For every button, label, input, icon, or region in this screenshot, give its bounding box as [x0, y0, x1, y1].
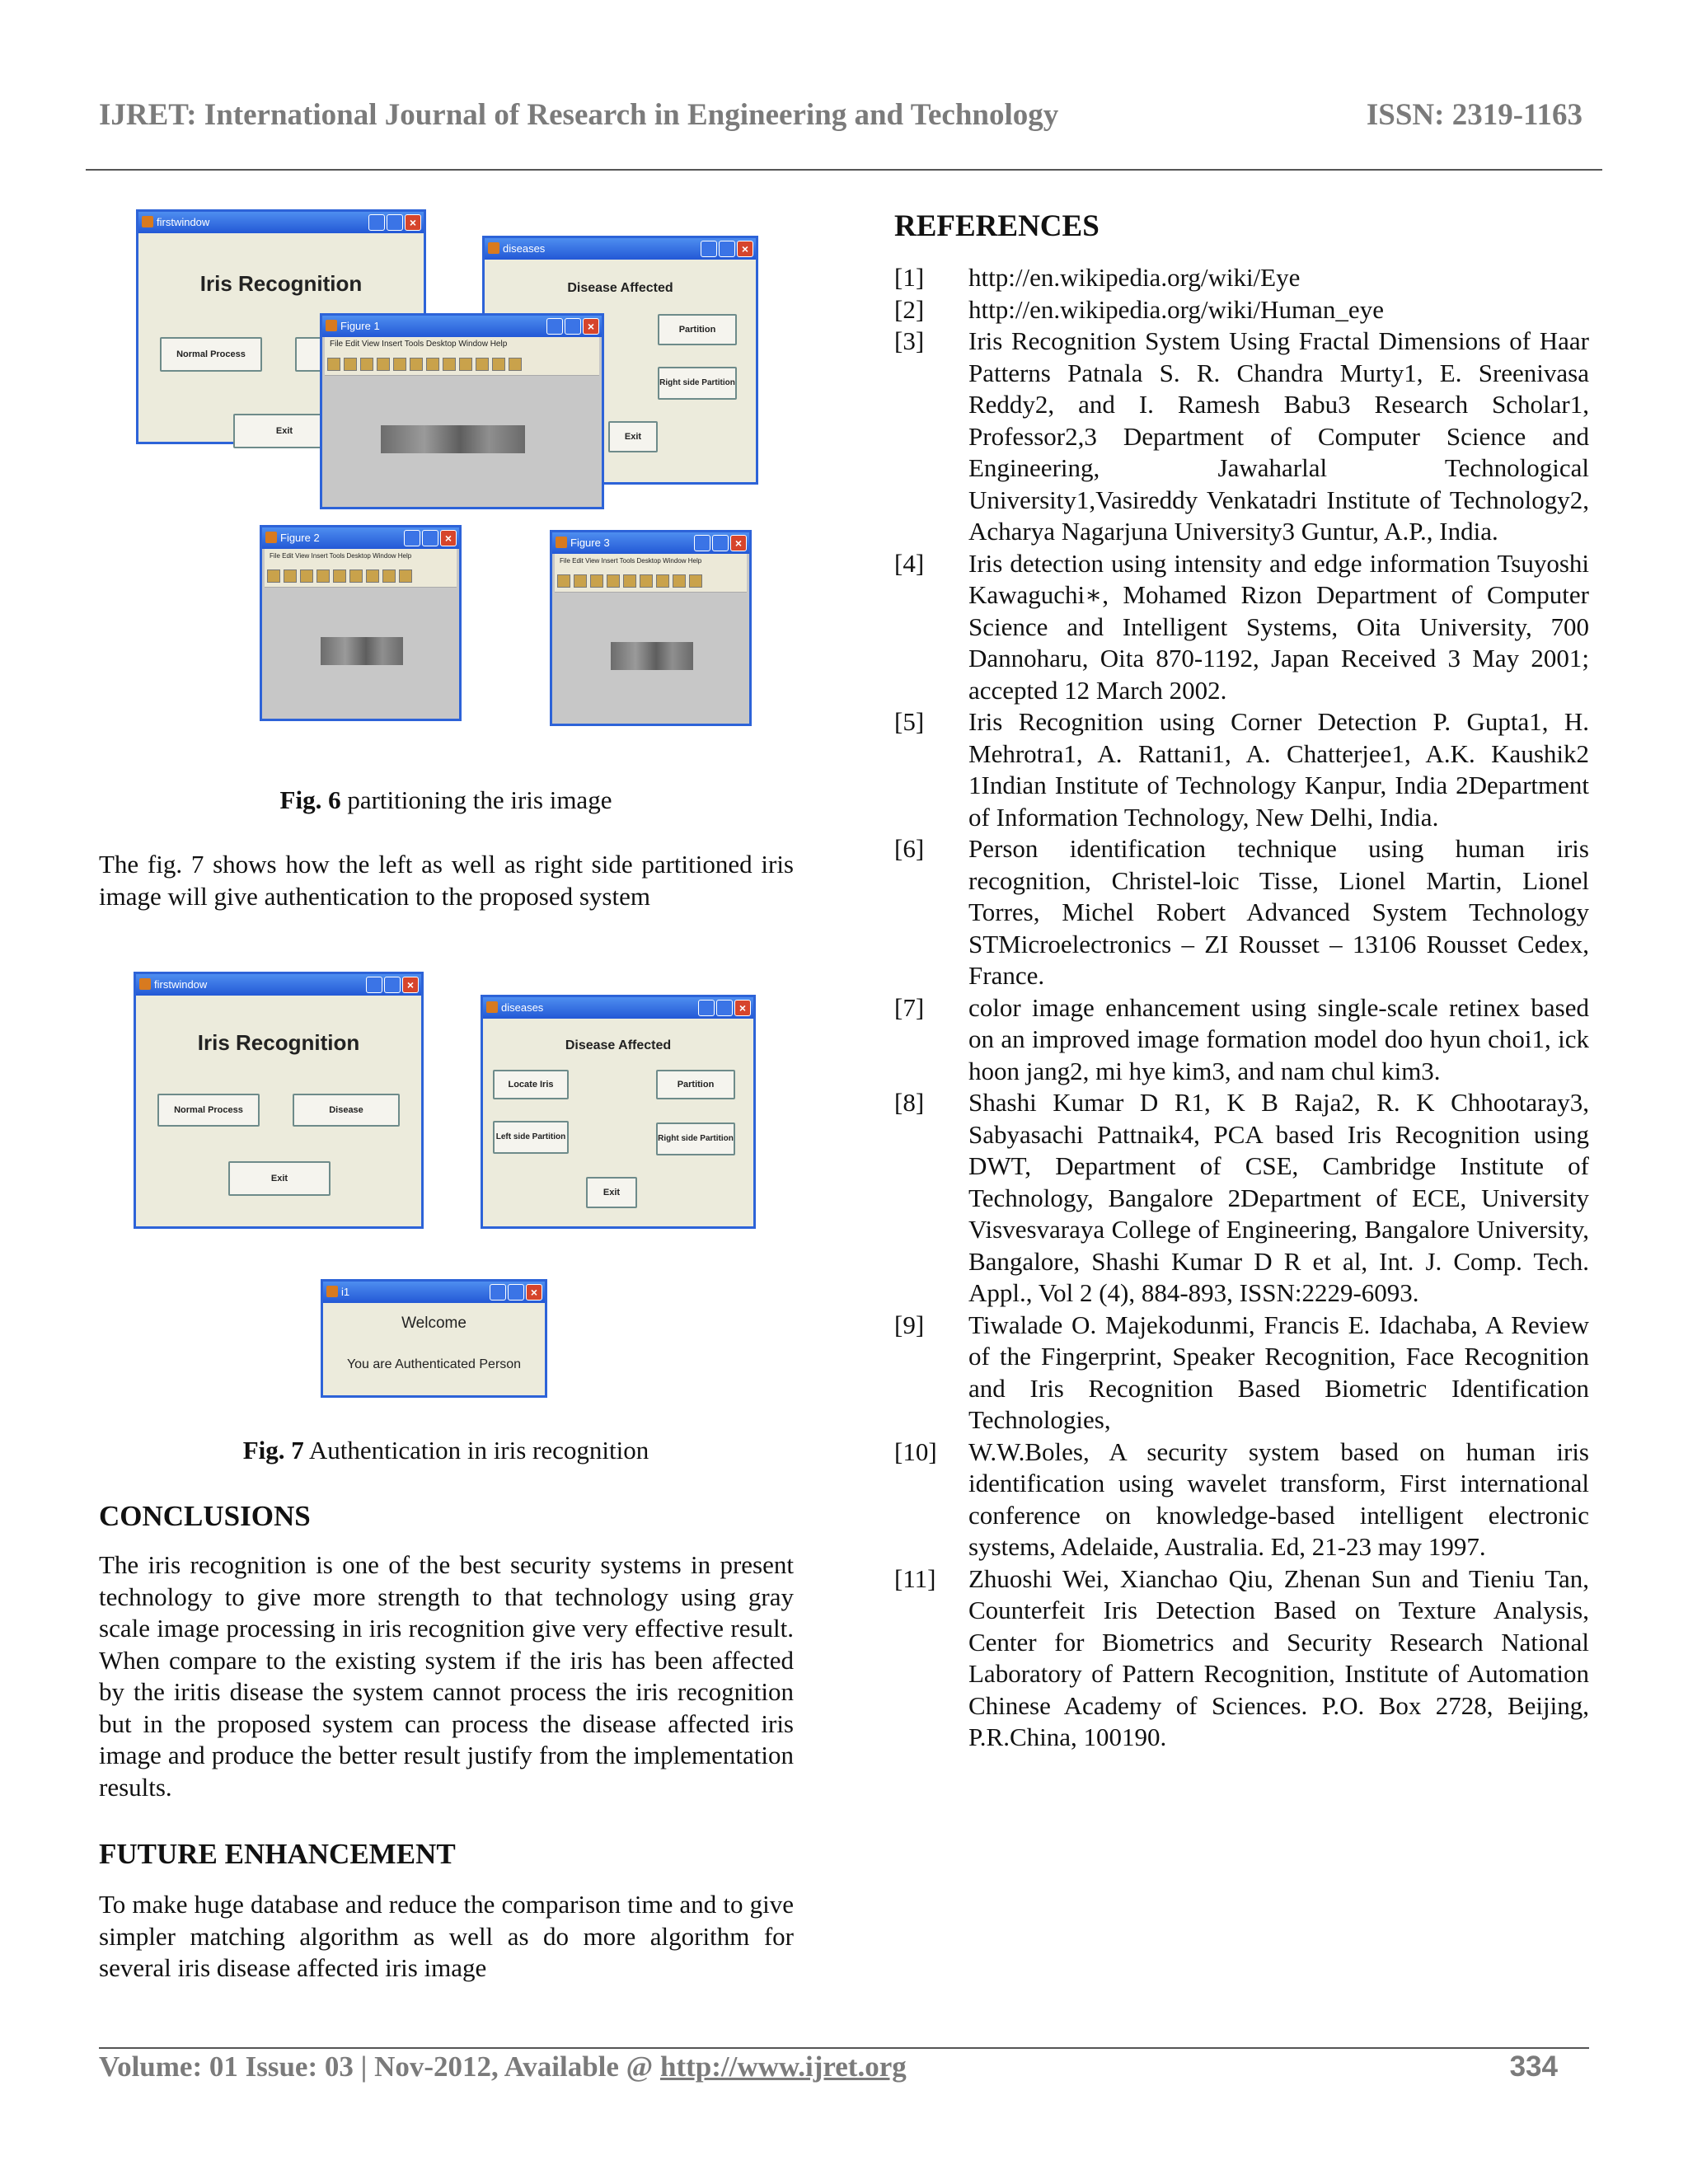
close-icon[interactable]: × — [737, 241, 753, 257]
matlab-icon — [139, 978, 151, 990]
journal-link[interactable]: http://www.ijret.org — [659, 2050, 907, 2083]
window-titlebar: Figure 2 × — [262, 527, 459, 549]
maximize-icon[interactable] — [716, 1000, 733, 1016]
iris-left-partition-image — [321, 637, 403, 665]
figure-toolbar[interactable] — [555, 569, 747, 593]
menu-bar[interactable]: File Edit View Insert Tools Desktop Window Help — [325, 337, 599, 352]
conclusions-text: The iris recognition is one of the best security systems in present technology to give more strength to that technology using gray scale image processing in iris recognition give very effective result. When compare to the existing system if the iris has been affected by the iritis disease the system cannot process the iris recognition but in the proposed system can process the disease affected iris image and produce the better result justify from the implementation results. — [99, 1550, 794, 1802]
reference-item: [7] color image enhancement using single-scale retinex based on an improved image formation model doo hyun choi1, ick hoon jang2, mi hye kim3, and nam chul kim3. — [894, 992, 1589, 1085]
fig7-authentication-window — [321, 1279, 547, 1398]
maximize-icon[interactable] — [719, 241, 735, 257]
exit-button[interactable]: Exit — [228, 1161, 331, 1196]
fig6-figure3-window — [550, 530, 752, 726]
close-icon[interactable]: × — [402, 977, 419, 993]
reference-item: [6] Person identification technique using human iris recognition, Christel-loic Tisse, Lionel Martin, Lionel Torres, Michel Robert Advanced System Technology STMicroelectronics – ZI Rousset – 13106 Rousset Cedex, France. — [894, 834, 1589, 990]
iris-recognition-title: Iris Recognition — [199, 271, 363, 296]
close-icon[interactable]: × — [526, 1284, 542, 1301]
conclusions-heading: CONCLUSIONS — [99, 1500, 311, 1532]
figure-toolbar[interactable] — [325, 352, 599, 376]
close-icon[interactable]: × — [405, 214, 421, 231]
iris-partition-image — [381, 425, 525, 453]
menu-bar[interactable]: File Edit View Insert Tools Desktop Window Help — [265, 549, 457, 564]
figure-toolbar[interactable] — [265, 564, 457, 588]
close-icon[interactable]: × — [730, 535, 747, 551]
header-rule — [86, 169, 1602, 171]
minimize-icon[interactable] — [368, 214, 385, 231]
minimize-icon[interactable] — [701, 241, 717, 257]
iris-right-partition-image — [611, 642, 693, 670]
maximize-icon[interactable] — [387, 214, 403, 231]
minimize-icon[interactable] — [404, 530, 420, 546]
reference-item: [10] W.W.Boles, A security system based on human iris identification using wavelet transform, First international conference on knowledge-based intelligent electronic systems, Adelaide, Australia. Ed, 21-23 may 1997. — [894, 1436, 1589, 1561]
reference-item: [9] Tiwalade O. Majekodunmi, Francis E. Idachaba, A Review of the Fingerprint, Speaker Recognition, Face Recognition and Iris Recognition Based Biometric Identification Technologies, — [894, 1310, 1589, 1434]
reference-item: [5] Iris Recognition using Corner Detection P. Gupta1, H. Mehrotra1, A. Rattani1, A. Chatterjee1, A.K. Kaushik2 1Indian Institute of Technology Kanpur, India 2Department of Information Technology, New Delhi, India. — [894, 707, 1589, 832]
window-titlebar: Figure 3 × — [552, 532, 749, 554]
figure-plot-area — [265, 588, 457, 716]
welcome-text: Welcome — [401, 1315, 467, 1332]
disease-affected-title: Disease Affected — [567, 281, 673, 295]
figure-plot-area — [325, 376, 599, 504]
minimize-icon[interactable] — [490, 1284, 506, 1301]
minimize-icon[interactable] — [698, 1000, 715, 1016]
fig7-caption: Fig. 7 Authentication in iris recognition — [242, 1436, 649, 1465]
matlab-icon — [142, 216, 153, 227]
window-titlebar: firstwindow × — [136, 974, 421, 996]
fig7-firstwindow — [134, 972, 424, 1229]
matlab-icon — [488, 242, 499, 254]
minimize-icon[interactable] — [366, 977, 382, 993]
window-titlebar: i1 × — [323, 1282, 545, 1303]
authenticated-text: You are Authenticated Person — [346, 1357, 522, 1371]
journal-title: IJRET: International Journal of Research in Engineering and Technology — [99, 98, 1059, 132]
minimize-icon[interactable] — [546, 318, 563, 335]
normal-process-button[interactable]: Normal Process — [160, 337, 262, 372]
reference-item: [3] Iris Recognition System Using Fractal Dimensions of Haar Patterns Patnala S. R. Chandra Murty1, E. Sreenivasa Reddy2, and I. Ramesh Babu3 Research Scholar1, Professor2,3 Department of Computer Science and Engineering, Jawaharlal Technological University1,Vasireddy Venkatadri Institute of Technology2, Acharya Nagarjuna University3 Guntur, A.P., India. — [894, 326, 1589, 546]
footer-volume-text: Volume: 01 Issue: 03 | Nov-2012, Available @ — [99, 2050, 660, 2083]
matlab-icon — [556, 537, 567, 548]
issn: ISSN: 2319-1163 — [1366, 98, 1582, 132]
matlab-icon — [265, 532, 277, 543]
figure-6 — [132, 206, 758, 733]
normal-process-button[interactable]: Normal Process — [157, 1094, 260, 1127]
menu-bar[interactable]: File Edit View Insert Tools Desktop Window Help — [555, 554, 747, 569]
iris-recognition-title: Iris Recognition — [197, 1030, 360, 1055]
disease-button[interactable]: Disease — [293, 1094, 400, 1127]
footer-rule — [99, 2047, 1589, 2049]
maximize-icon[interactable] — [508, 1284, 524, 1301]
fig7-intro-paragraph: The fig. 7 shows how the left as well as right side partitioned iris image will give authentication to the proposed system — [99, 850, 794, 911]
right-side-partition-button[interactable]: Right side Partition — [656, 1122, 735, 1155]
close-icon[interactable]: × — [583, 318, 599, 335]
references-section — [894, 209, 1589, 1754]
figure-7 — [132, 968, 767, 1405]
locate-iris-button[interactable]: Locate Iris — [493, 1070, 569, 1099]
future-enhancement-text: To make huge database and reduce the comparison time and to give simpler matching algorithm as well as do more algorithm for several iris disease affected iris image — [99, 1890, 794, 1982]
maximize-icon[interactable] — [565, 318, 581, 335]
minimize-icon[interactable] — [694, 535, 710, 551]
window-titlebar: diseases × — [483, 997, 753, 1019]
window-titlebar: Figure 1 × — [322, 316, 602, 337]
matlab-icon — [326, 320, 337, 331]
exit-button[interactable]: Exit — [233, 414, 335, 448]
running-header — [99, 97, 1582, 133]
reference-item: [4] Iris detection using intensity and edge information Tsuyoshi Kawaguchi∗, Mohamed Rizon Department of Computer Science and Intelligent Systems, Oita University, 700 Dannoharu, Oita 870-1192, Japan Received 3 May 2001; accepted 12 March 2002. — [894, 548, 1589, 705]
exit-button[interactable]: Exit — [586, 1177, 637, 1208]
matlab-icon — [326, 1286, 338, 1297]
maximize-icon[interactable] — [422, 530, 438, 546]
right-side-partition-button[interactable]: Right side Partition — [658, 367, 737, 400]
maximize-icon[interactable] — [712, 535, 729, 551]
window-titlebar: firstwindow × — [138, 212, 424, 233]
running-footer — [99, 2050, 1558, 2083]
reference-item: [1] http://en.wikipedia.org/wiki/Eye — [894, 263, 1301, 292]
close-icon[interactable]: × — [734, 1000, 751, 1016]
future-enhancement-heading: FUTURE ENHANCEMENT — [99, 1838, 456, 1870]
left-side-partition-button[interactable]: Left side Partition — [493, 1121, 569, 1154]
page-number: 334 — [1509, 2050, 1558, 2083]
reference-item: [11] Zhuoshi Wei, Xianchao Qiu, Zhenan Sun and Tieniu Tan, Counterfeit Iris Detection Based on Texture Analysis, Center for Biometrics and Security Research National Laboratory of Pattern Recognition, Institute of Automation Chinese Academy of Sciences. P.O. Box 2728, Beijing, P.R.China, 100190. — [894, 1563, 1589, 1751]
fig6-figure1-window — [320, 313, 604, 509]
exit-button[interactable]: Exit — [608, 421, 658, 452]
references-heading: REFERENCES — [894, 209, 1100, 243]
reference-item: [2] http://en.wikipedia.org/wiki/Human_eye — [894, 294, 1384, 324]
fig6-caption: Fig. 6 partitioning the iris image — [279, 785, 612, 814]
maximize-icon[interactable] — [384, 977, 401, 993]
fig6-figure2-window — [260, 525, 462, 721]
figure-plot-area — [555, 593, 747, 721]
fig7-diseases-window — [481, 995, 756, 1229]
close-icon[interactable]: × — [440, 530, 457, 546]
partition-button[interactable]: Partition — [658, 314, 737, 345]
window-titlebar: diseases × — [485, 238, 756, 260]
disease-affected-title: Disease Affected — [565, 1038, 672, 1052]
reference-item: [8] Shashi Kumar D R1, K B Raja2, R. K Chhootaray3, Sabyasachi Pattnaik4, PCA based Iris Recognition using DWT, Department of CSE, Cambridge Institute of Technology, Bangalore 2Department of ECE, University Visvesvaraya College of Engineering, Bangalore University, Bangalore, Shashi Kumar D R et al, Int. J. Comp. Tech. Appl., Vol 2 (4), 884-893, ISSN:2229-6093. — [894, 1088, 1589, 1307]
partition-button[interactable]: Partition — [656, 1070, 735, 1099]
matlab-icon — [486, 1001, 498, 1013]
